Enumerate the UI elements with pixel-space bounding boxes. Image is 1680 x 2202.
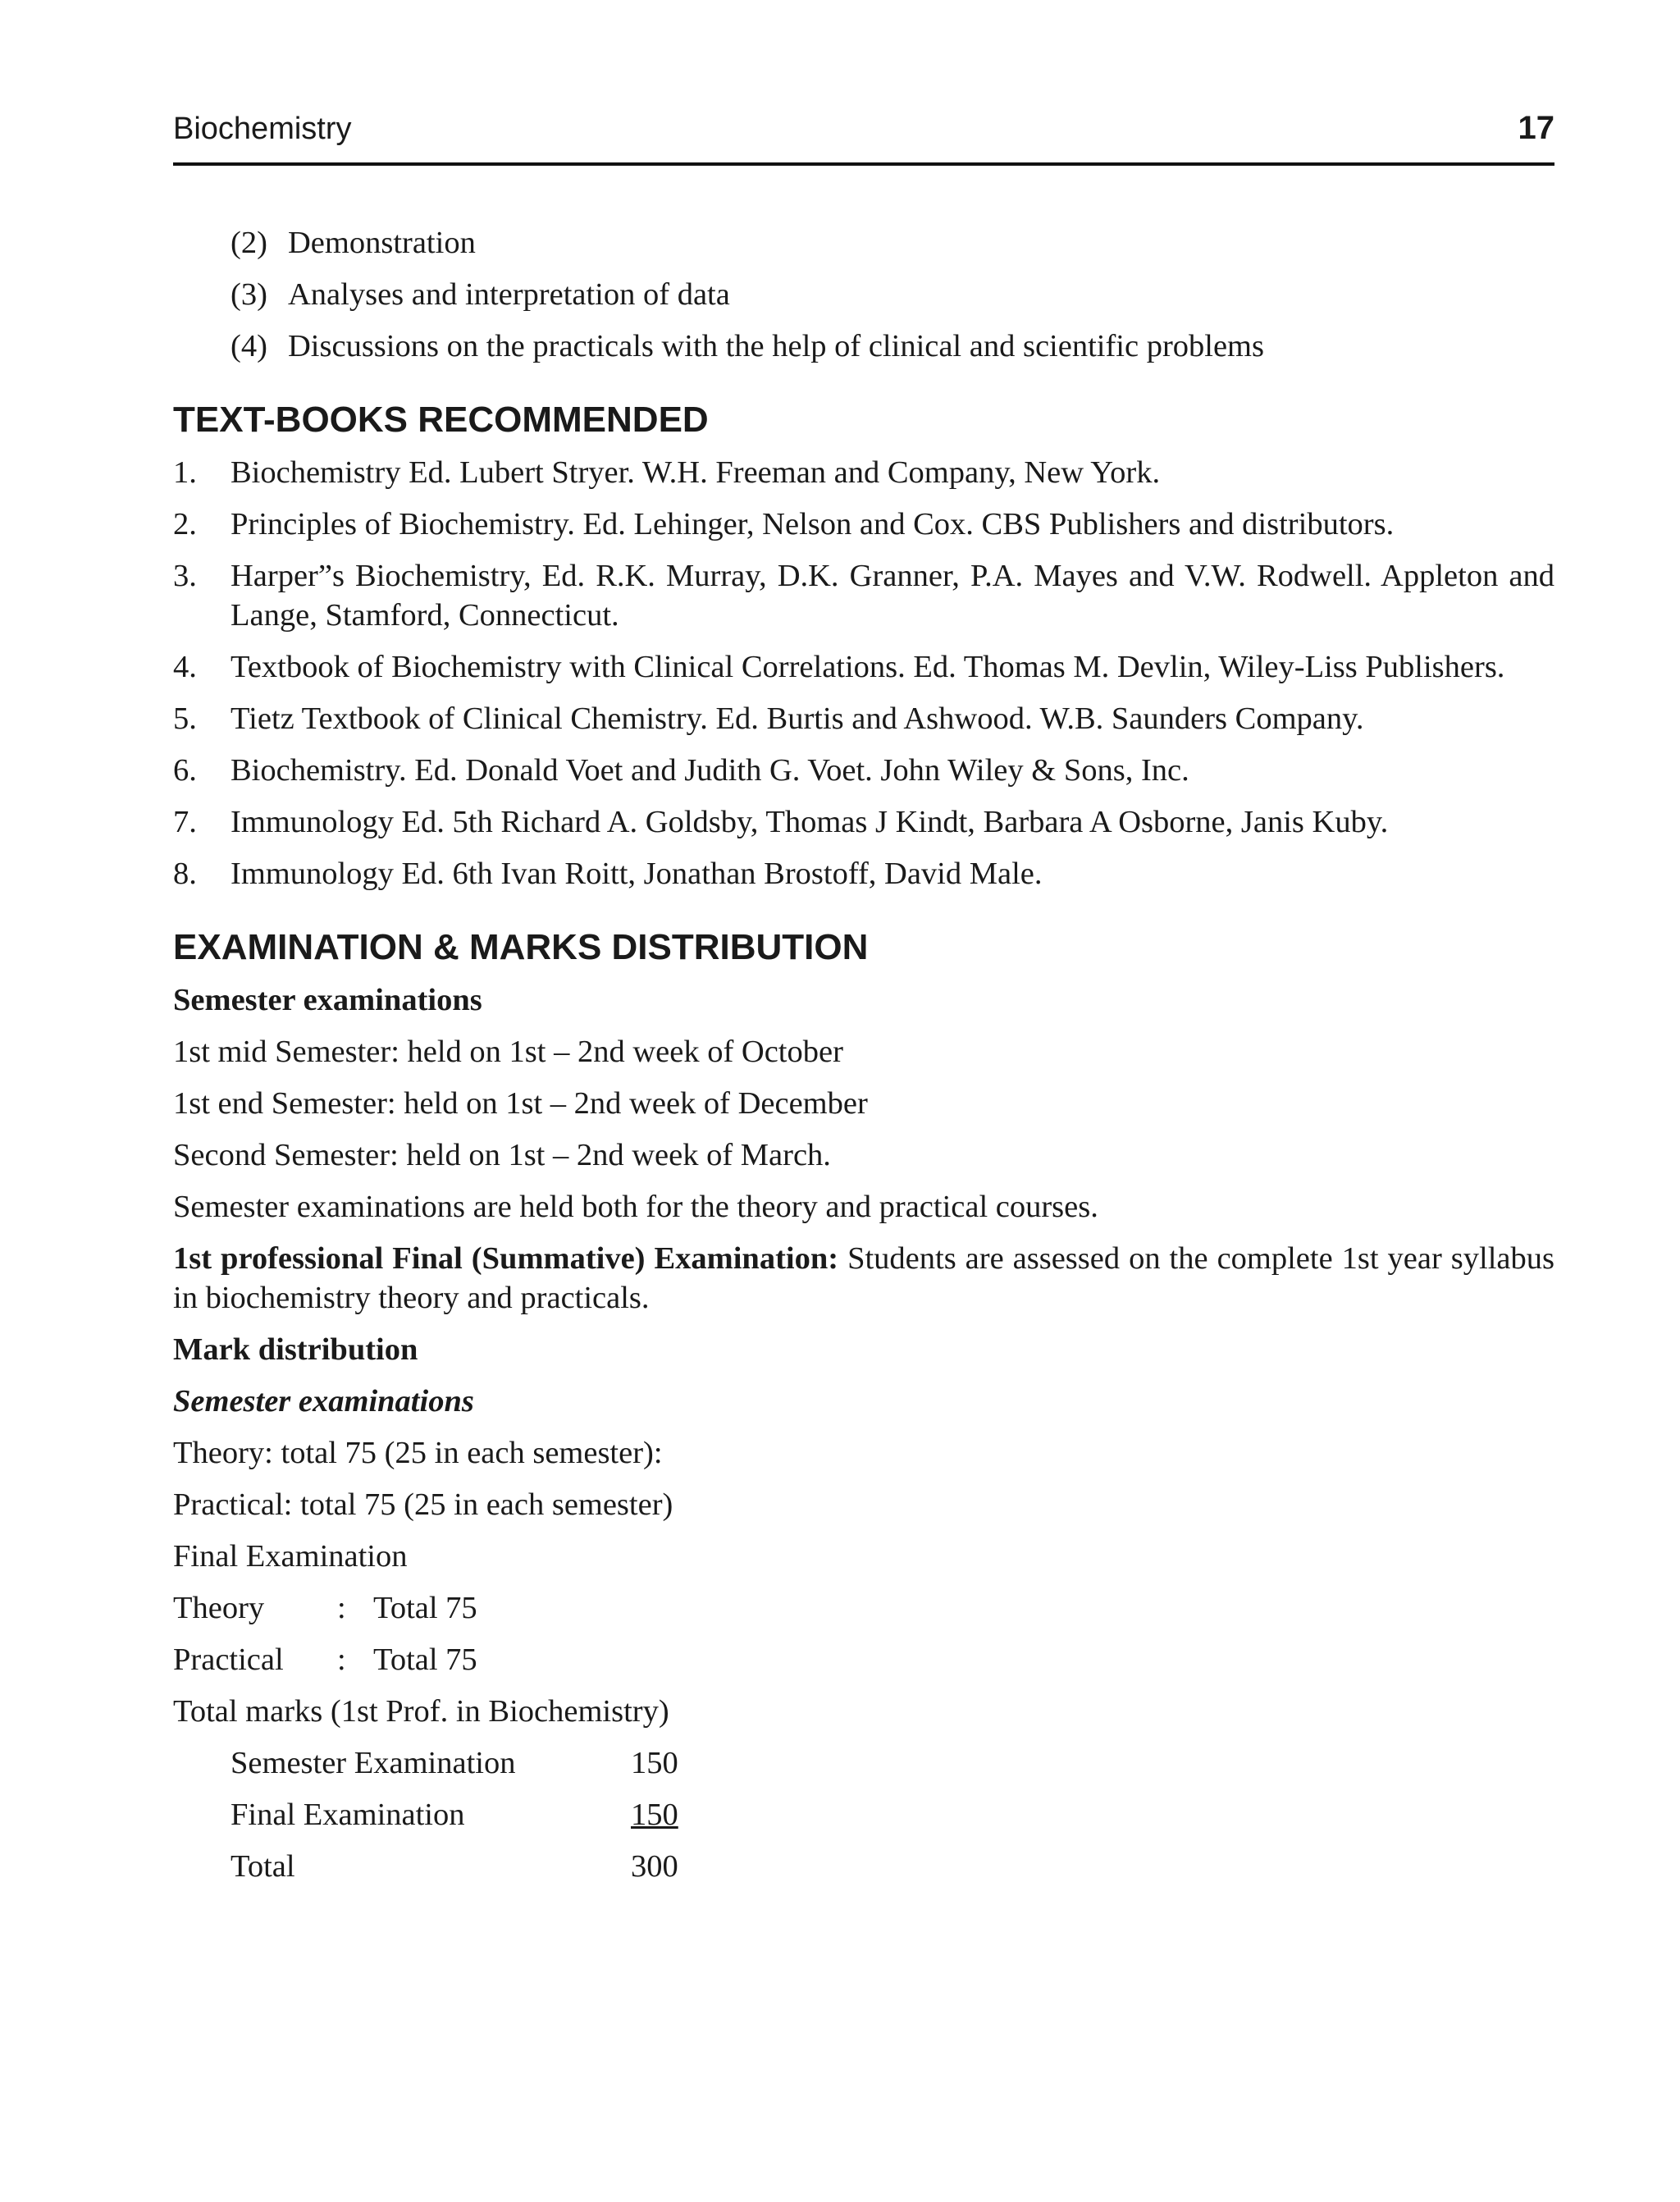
final-exam-paragraph (173, 1239, 1554, 1318)
header-title: Biochemistry (173, 112, 352, 146)
schedule-line: Second Semester: held on 1st – 2nd week of March. (173, 1138, 831, 1172)
list-item: 6. Biochemistry. Ed. Donald Voet and Judith G. Voet. John Wiley & Sons, Inc. (173, 753, 1189, 788)
semester-note: Semester examinations are held both for the theory and practical courses. (173, 1190, 1098, 1224)
list-item: (2) Demonstration (231, 226, 476, 260)
list-item: 8. Immunology Ed. 6th Ivan Roitt, Jonathan Brostoff, David Male. (173, 857, 1043, 891)
list-item: 7. Immunology Ed. 5th Richard A. Goldsby, Thomas J Kindt, Barbara A Osborne, Janis Kuby. (173, 805, 1389, 839)
mark-distribution-heading: Mark distribution (173, 1332, 418, 1367)
running-header (173, 107, 1554, 166)
final-exam-text: Students are assessed on the complete 1st year syllabus in biochemistry theory and practicals. (173, 1241, 1554, 1315)
practical-line: Practical: total 75 (25 in each semester) (173, 1487, 673, 1522)
page-number: 17 (1518, 110, 1554, 146)
total-marks-heading: Total marks (1st Prof. in Biochemistry) (173, 1694, 669, 1729)
semester-heading: Semester examinations (173, 983, 482, 1017)
theory-line: Theory: total 75 (25 in each semester): (173, 1436, 663, 1470)
final-row-theory: Theory : Total 75 (173, 1591, 477, 1625)
list-item: (3) Analyses and interpretation of data (231, 277, 730, 312)
textbooks-list (173, 453, 1554, 893)
total-row-semester: Semester Examination 150 (231, 1746, 678, 1780)
list-item: 4. Textbook of Biochemistry with Clinical Correlations. Ed. Thomas M. Devlin, Wiley-Liss Publishers. (173, 650, 1505, 684)
list-item: 1. Biochemistry Ed. Lubert Stryer. W.H. Freeman and Company, New York. (173, 455, 1161, 490)
final-exam-label: 1st professional Final (Summative) Examination: (173, 1241, 839, 1276)
semester-exams-subheading: Semester examinations (173, 1384, 474, 1419)
total-row-grand: Total 300 (231, 1849, 678, 1884)
textbooks-heading: TEXT-BOOKS RECOMMENDED (173, 400, 709, 440)
list-item: (4) Discussions on the practicals with the help of clinical and scientific problems (231, 329, 1264, 363)
list-item: 3. Harper”s Biochemistry, Ed. R.K. Murray, D.K. Granner, P.A. Mayes and V.W. Rodwell. Appleton and Lange, Stamford, Connecticut. (173, 559, 1554, 633)
schedule-line: 1st mid Semester: held on 1st – 2nd week of October (173, 1035, 843, 1069)
list-item: 2. Principles of Biochemistry. Ed. Lehinger, Nelson and Cox. CBS Publishers and distributors. (173, 507, 1395, 541)
list-item: 5. Tietz Textbook of Clinical Chemistry. Ed. Burtis and Ashwood. W.B. Saunders Company. (173, 701, 1364, 736)
exam-heading: EXAMINATION & MARKS DISTRIBUTION (173, 927, 869, 967)
schedule-line: 1st end Semester: held on 1st – 2nd week of December (173, 1086, 868, 1121)
final-exam-label: Final Examination (173, 1539, 408, 1574)
total-row-final: Final Examination 150 (231, 1798, 678, 1832)
page-body (173, 223, 1554, 1898)
final-row-practical: Practical : Total 75 (173, 1642, 477, 1677)
practical-methods-list (173, 223, 1554, 366)
